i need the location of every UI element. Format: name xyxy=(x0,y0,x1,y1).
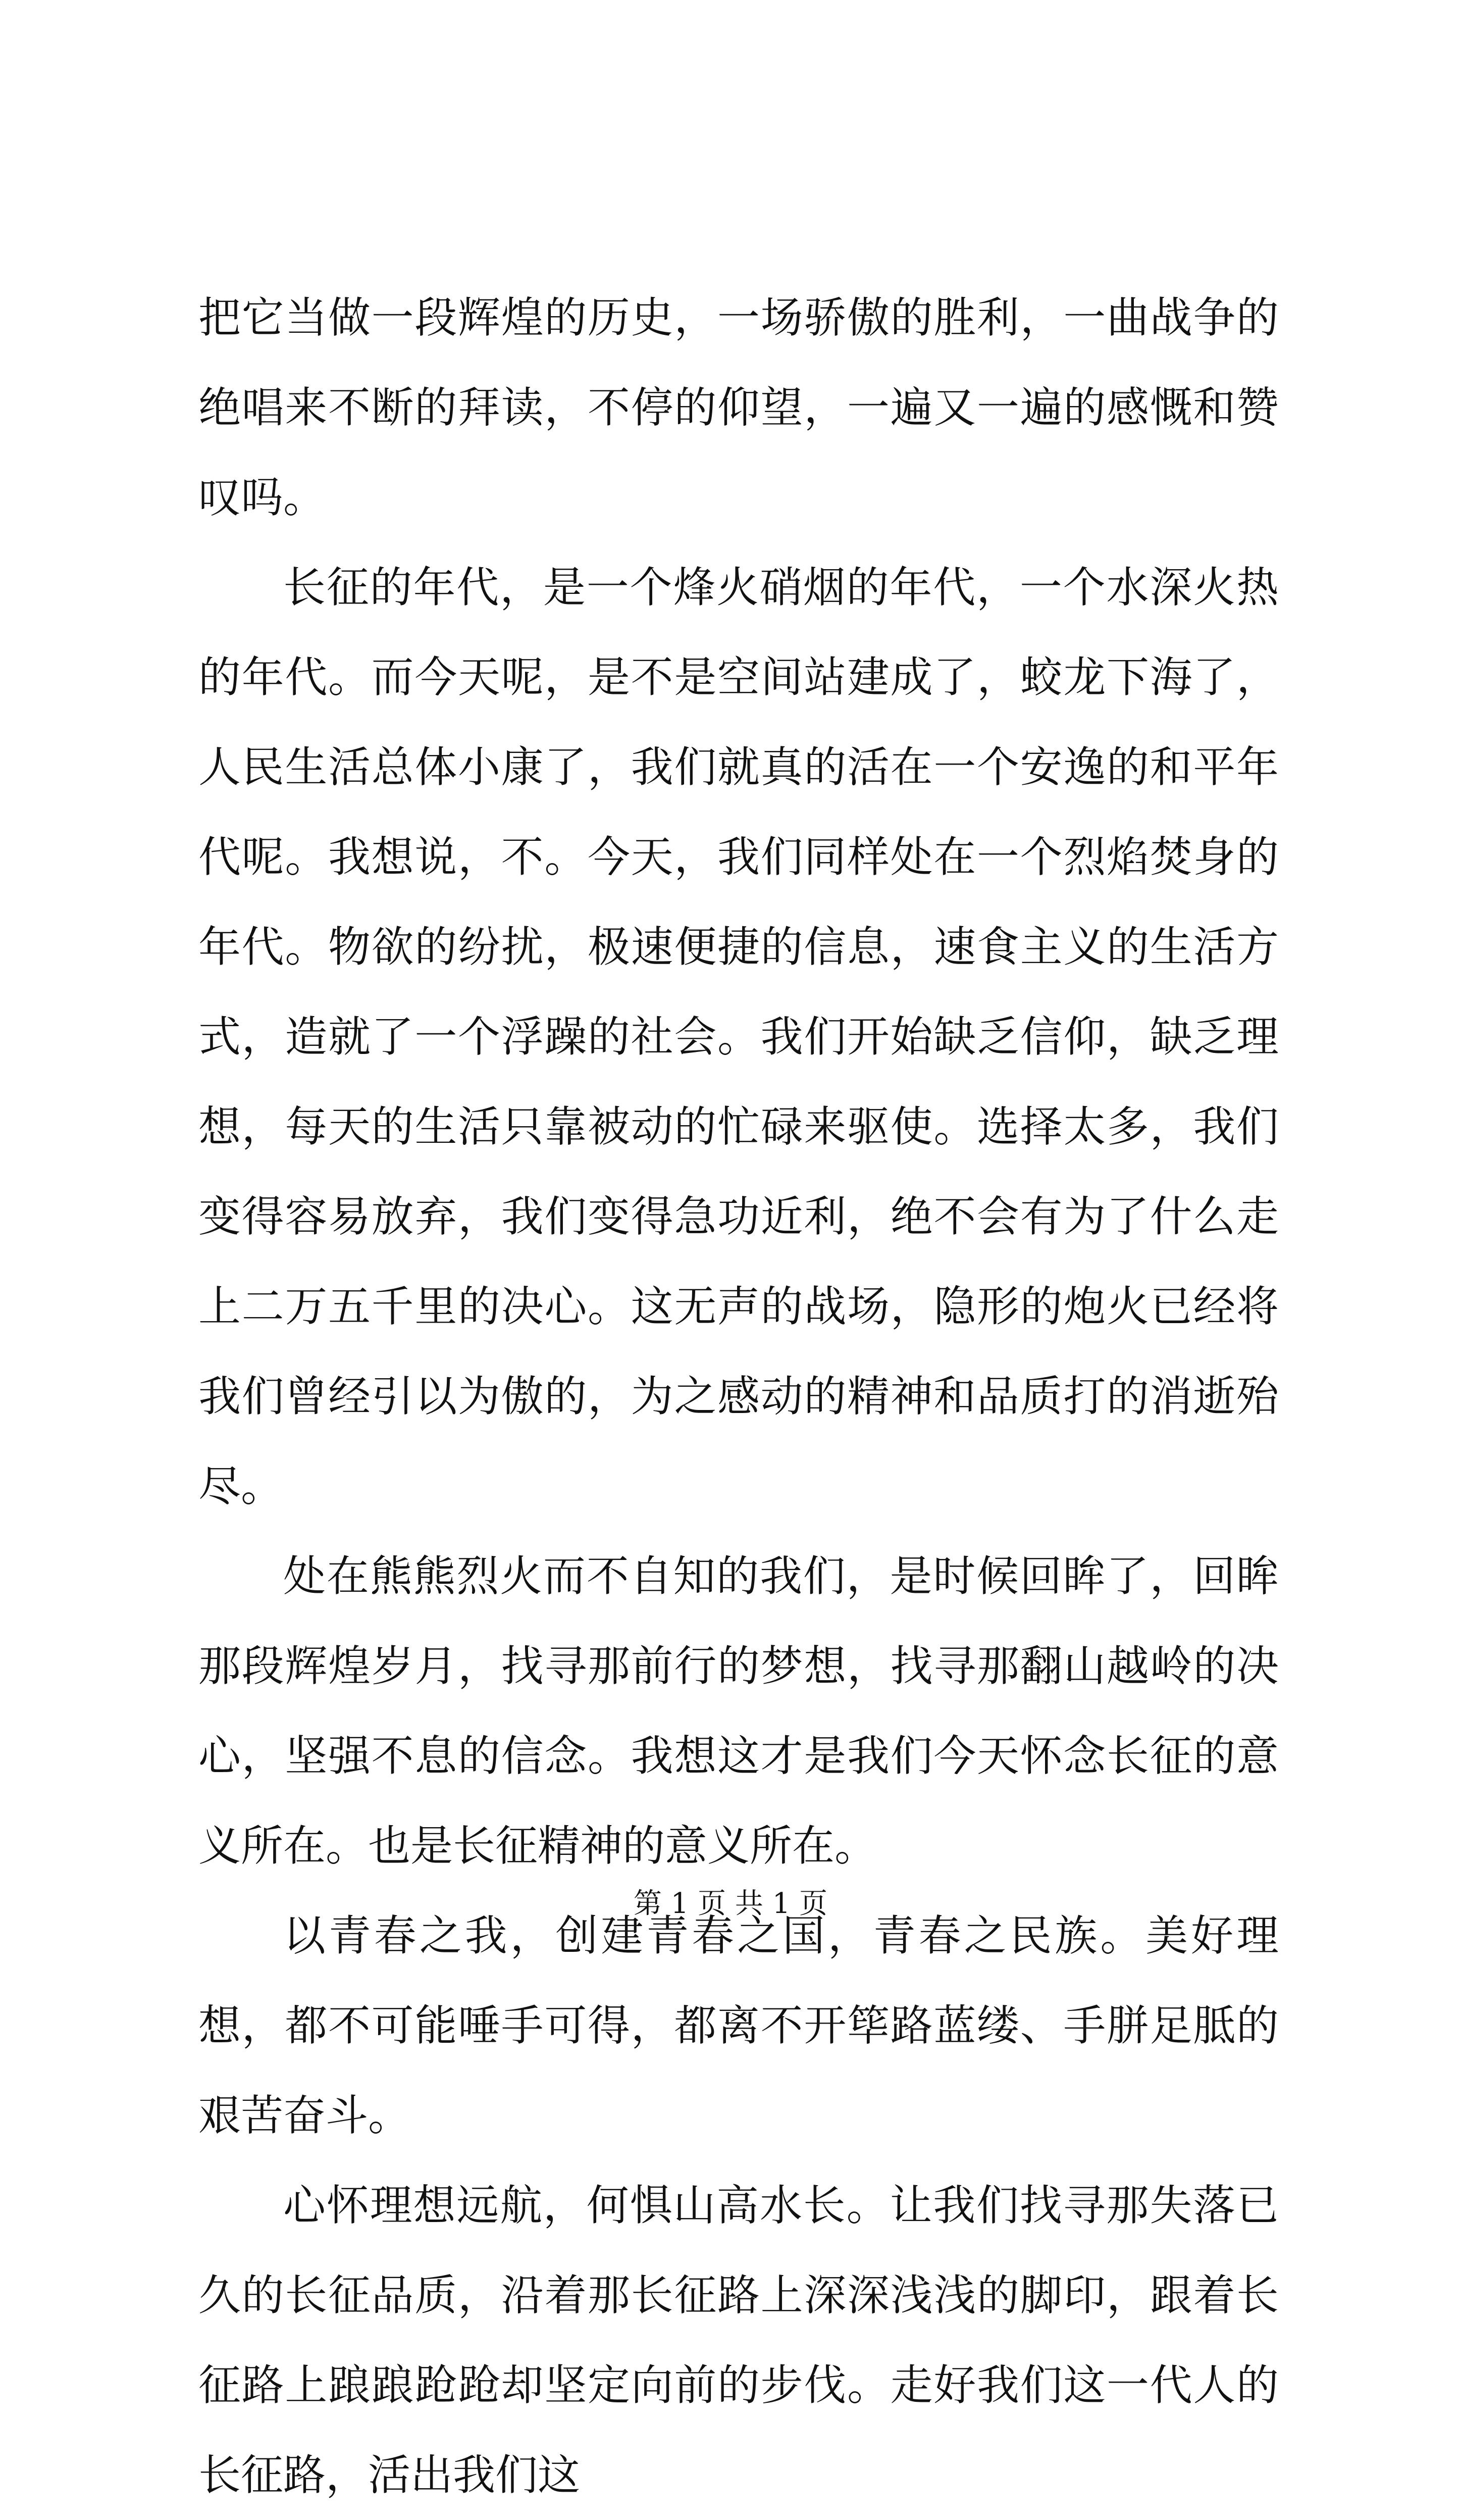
paragraph-2: 长征的年代，是一个烽火硝烟的年代，一个水深火热的年代。而今天呢，是不是空间站建成了，蛟龙下海了，人民生活总体小康了，我们就真的活在一个安逸的和平年代呢。我想说，不。今天，我们同样处在一个烈焰焚身的年代。物欲的纷扰，极速便捷的信息，速食主义的生活方式，造就了一个浮躁的社会。我们开始缺乏信仰，缺乏理想，每天的生活只靠被动的忙碌来驱使。选择太多，我们变得容易放弃，我们变得急功近利，绝不会有为了什么走上二万五千里的决心。这无声的战场，隐形的炮火已经将我们曾经引以为傲的，为之感动的精神和品质打的消逝殆尽。 xyxy=(198,563,1279,1511)
paragraph-3: 处在熊熊烈火而不自知的我们，是时候回眸了，回眸那段辉煌岁月，找寻那前行的梦想，找寻那翻山越岭的决心，坚强不息的信念。我想这才是我们今天怀念长征的意义所在。也是长征精神的意义所在。 xyxy=(198,1551,1279,1871)
page-number-footer: 第 1 页 共 1 页 xyxy=(633,1887,828,1920)
paragraph-1: 把它当做一段辉煌的历史，一场骄傲的胜利，一曲战争的绝唱来不断的拜读，不停的仰望，一遍又一遍的感慨和赞叹吗。 xyxy=(198,293,1279,522)
document-body xyxy=(198,273,1279,2520)
paragraph-5: 心怀理想远航，何惧山高水长。让我们找寻那失落已久的长征品质，沿着那长征路上深深浅浅的脚印，跟着长征路上踉踉跄跄却坚定向前的步伐。走好我们这一代人的长征路，活出我们这 xyxy=(198,2181,1279,2500)
paragraph-4: 以青春之我，创建青春之国，青春之民族。美好理想，都不可能唾手可得，都离不开筚路蓝缕、手胼足胝的艰苦奋斗。 xyxy=(198,1911,1279,2140)
